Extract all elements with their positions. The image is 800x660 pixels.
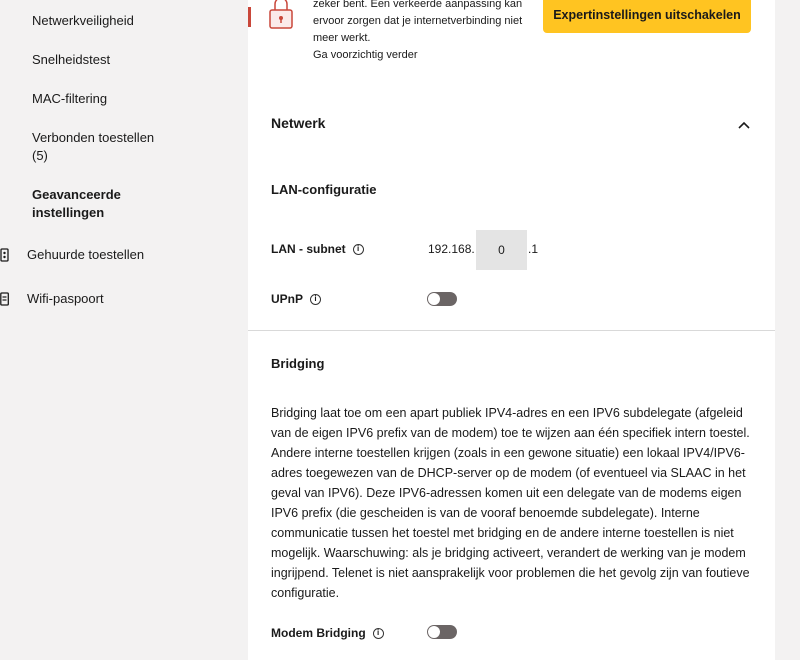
- device-icon: [0, 246, 16, 264]
- sidebar-item-gehuurde-toestellen[interactable]: [0, 246, 144, 264]
- modem-bridging-label: [271, 626, 384, 640]
- network-section-title: Netwerk: [271, 115, 326, 131]
- sidebar-item-mac-filtering[interactable]: MAC-filtering: [32, 91, 108, 106]
- disable-expert-settings-button[interactable]: Expertinstellingen uitschakelen: [543, 0, 751, 33]
- warning-line: Ga voorzichtig verder: [313, 49, 418, 61]
- subnet-prefix: 192.168.: [428, 242, 475, 256]
- passport-icon: [0, 290, 16, 308]
- modem-bridging-toggle[interactable]: [427, 625, 457, 639]
- upnp-label-text: UPnP: [271, 292, 304, 306]
- sidebar-item-snelheidstest[interactable]: Snelheidstest: [32, 52, 111, 67]
- info-icon[interactable]: i: [353, 244, 364, 255]
- bridging-description: Bridging laat toe om een apart publiek IPV4-adres en een IPV6 subdelegate (afgeleid van de eigen IPV6 prefix van de modem) toe te wijzen aan één specifiek intern toestel. Andere interne toestellen krijgen (zoals in een gewone situatie) een lokaal IPV4/IPV6-adres toegewezen van de DHCP-server op de modem (of eventueel via SLAAC in het geval van IPV6). Deze IPV6-adressen komen uit een delegate van de modems eigen IPV6 prefix (die gescheiden is van de vooraf benoemde subdelegate). Interne communicatie tussen het toestel met bridging en de andere interne toestellen is niet mogelijk. Waarschuwing: als je bridging activeert, verandert de werking van je modem ingrijpend. Telenet is niet aansprakelijk voor problemen die het gevolg zijn van foutieve configuratie.: [271, 406, 750, 600]
- subnet-suffix: .1: [528, 242, 539, 256]
- upnp-toggle[interactable]: [427, 292, 457, 306]
- sidebar-item-label: Gehuurde toestellen: [27, 247, 145, 262]
- bridging-title: Bridging: [271, 356, 325, 371]
- warning-accent-bar: [248, 7, 251, 27]
- sidebar-item-geavanceerde-instellingen[interactable]: Geavanceerde instellingen: [32, 187, 121, 220]
- warning-line: ervoor zorgen dat je internetverbinding niet: [313, 15, 523, 27]
- upnp-label: [271, 292, 321, 306]
- section-divider: [248, 330, 775, 331]
- sidebar-item-wifi-paspoort[interactable]: [0, 290, 104, 308]
- warning-line: zeker bent. Een verkeerde aanpassing kan: [313, 0, 523, 10]
- lock-icon: [268, 0, 294, 35]
- lan-subnet-label-text: LAN - subnet: [271, 242, 346, 256]
- sidebar-item-label: Wifi-paspoort: [27, 291, 104, 306]
- info-icon[interactable]: i: [310, 294, 321, 305]
- sidebar-item-verbonden-toestellen[interactable]: Verbonden toestellen (5): [32, 130, 155, 163]
- sidebar: [0, 0, 248, 660]
- chevron-up-icon[interactable]: [737, 117, 751, 135]
- lan-subnet-input[interactable]: [476, 230, 527, 270]
- sidebar-item-netwerkveiligheid[interactable]: Netwerkveiligheid: [32, 13, 134, 28]
- lan-config-title: LAN-configuratie: [271, 182, 377, 197]
- page-background: [775, 0, 800, 660]
- lan-subnet-label: [271, 242, 364, 256]
- warning-text: [313, 0, 543, 64]
- info-icon[interactable]: i: [373, 628, 384, 639]
- warning-line: meer werkt.: [313, 32, 371, 44]
- modem-bridging-label-text: Modem Bridging: [271, 626, 366, 640]
